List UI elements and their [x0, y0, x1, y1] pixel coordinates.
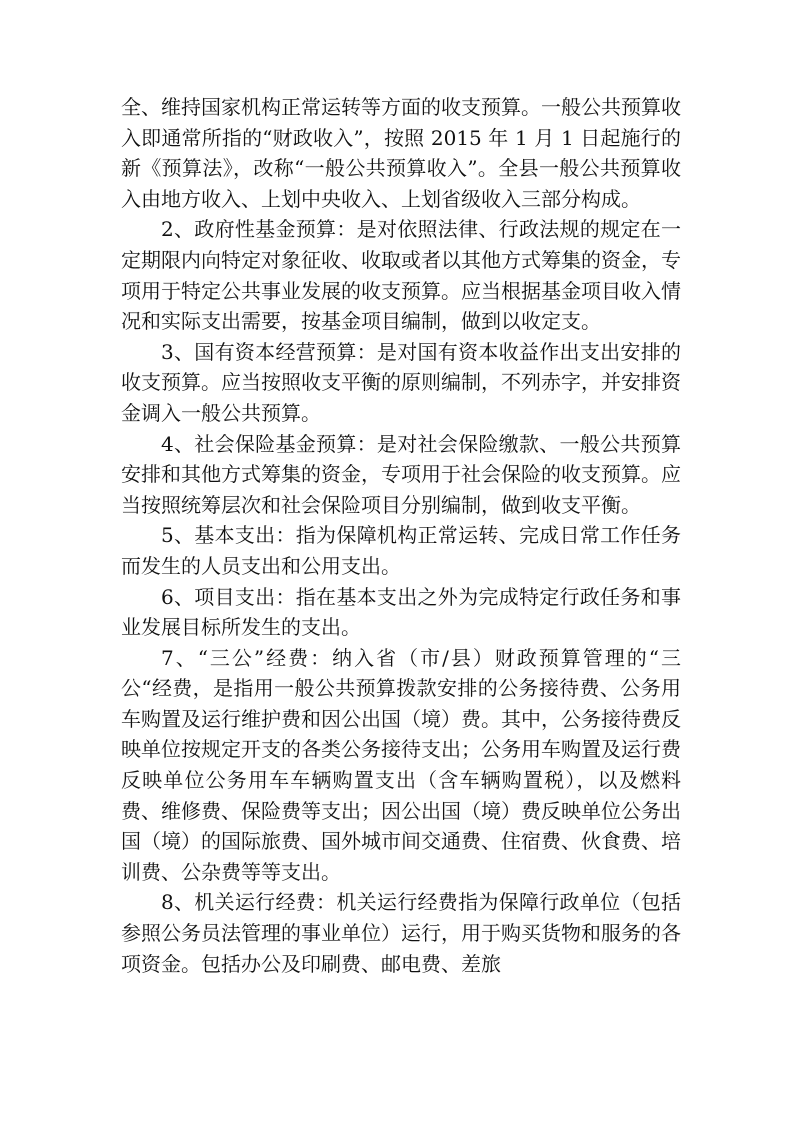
- paragraph-agency-operating-expenses: 8、机关运行经费：机关运行经费指为保障行政单位（包括参照公务员法管理的事业单位）运行，用于购买货物和服务的各项资金。包括办公及印刷费、邮电费、差旅: [121, 890, 681, 976]
- paragraph-social-insurance-budget: 4、社会保险基金预算：是对社会保险缴款、一般公共预算安排和其他方式筹集的资金，专项用于社会保险的收支预算。应当按照统筹层次和社会保险项目分别编制，做到收支平衡。: [121, 431, 681, 517]
- paragraph-state-capital-budget: 3、国有资本经营预算：是对国有资本收益作出支出安排的收支预算。应当按照收支平衡的原则编制，不列赤字，并安排资金调入一般公共预算。: [121, 339, 681, 425]
- paragraph-three-public-expenses: 7、“三公”经费：纳入省（市/县）财政预算管理的“三公“经费，是指用一般公共预算拨款安排的公务接待费、公务用车购置及运行维护费和因公出国（境）费。其中，公务接待费反映单位按规定开支的各类公务接待支出；公务用车购置及运行费反映单位公务用车车辆购置支出（含车辆购置税），以及燃料费、维修费、保险费等支出；因公出国（境）费反映单位公务出国（境）的国际旅费、国外城市间交通费、住宿费、伙食费、培训费、公杂费等等支出。: [121, 645, 681, 884]
- paragraph-project-expenditure: 6、项目支出：指在基本支出之外为完成特定行政任务和事业发展目标所发生的支出。: [121, 584, 681, 640]
- document-body: [121, 92, 681, 979]
- paragraph-basic-expenditure: 5、基本支出：指为保障机构正常运转、完成日常工作任务而发生的人员支出和公用支出。: [121, 523, 681, 578]
- paragraph-government-fund-budget: 2、政府性基金预算：是对依照法律、行政法规的规定在一定期限内向特定对象征收、收取或者以其他方式筹集的资金，专项用于特定公共事业发展的收支预算。应当根据基金项目收入情况和实际支出需要，按基金项目编制，做到以收定支。: [121, 217, 681, 334]
- paragraph-budget-continuation: 全、维持国家机构正常运转等方面的收支预算。一般公共预算收入即通常所指的“财政收入”，按照 2015 年 1 月 1 日起施行的新《预算法》，改称“一般公共预算收入”。全县一般公共预算收入由地方收入、上划中央收入、上划省级收入三部分构成。: [121, 95, 681, 211]
